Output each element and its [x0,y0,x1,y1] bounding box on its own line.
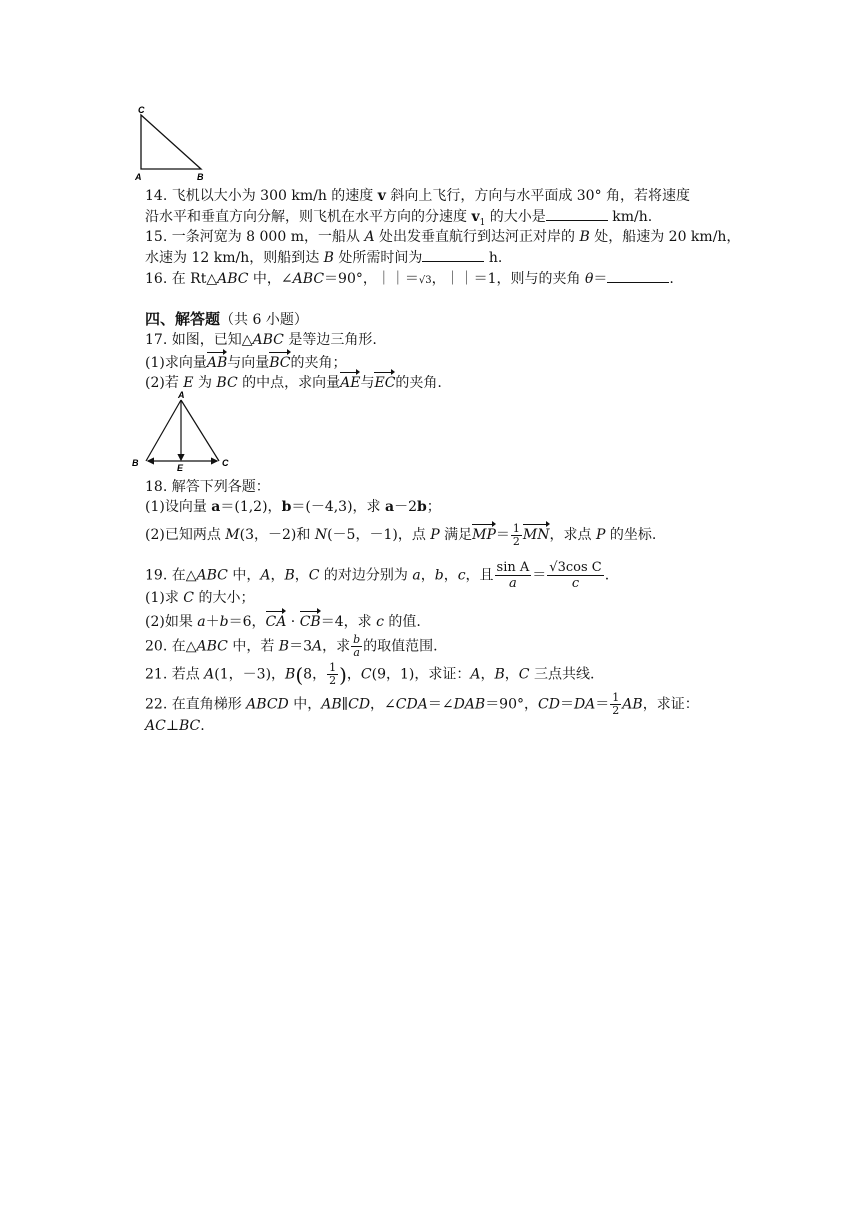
fraction-half: $\frac{1}{2}$ [612,691,620,717]
label-c: C [138,105,145,115]
q17-intro: 17. 如图，已知△ABC 是等边三角形. [145,332,377,348]
answer-blank [546,206,608,221]
q21-line: 21. 若点 A(1，－3)，B(8， $\frac{1}{2}$ )，C(9，1)，求证：A，B，C 三点共线. [145,661,595,687]
fraction-sinA-over-a: $\frac{\text{sin A}}{a}$ [496,560,530,591]
q14-line1: 14. 飞机以大小为 300 km/h 的速度 v 斜向上飞行，方向与水平面成 30° 角，若将速度 [145,188,691,204]
q19-part2: (2)如果 a＋b＝6，CA · CB＝4，求 c 的值. [145,608,421,632]
fraction-half: $\frac{1}{2}$ [329,661,337,687]
q18-intro: 18. 解答下列各题： [145,479,270,495]
label-e: E [177,463,184,472]
vector-mn: MN [523,521,550,545]
answer-blank [607,268,669,283]
q19-intro: 19. 在△ABC 中，A，B，C 的对边分别为 a，b，c，且 $\frac{\text{sin A}}{a}$ ＝ $\frac{\text{√3cos C}}{c}$ . [145,560,610,591]
q16-line: 16. 在 Rt△ABC 中，∠ABC＝90°，｜｜＝√3，｜｜＝1，则与的夹角 θ＝ . [145,268,674,291]
label-b: B [197,172,204,182]
label-c: C [222,458,229,468]
vector-mp: MP [472,521,496,545]
vector-ec: EC [374,369,395,393]
vector-ae: AE [340,369,360,393]
label-a: A [135,172,142,182]
q19-part1: (1)求 C 的大小； [145,590,255,606]
label-b: B [132,458,139,468]
vector-cb: CB [300,608,321,632]
vector-bc: BC [269,349,290,373]
q17-part1: (1)求向量AB与向量BC的夹角； [145,349,347,373]
equilateral-triangle-figure [130,390,240,472]
q15-line2: 水速为 12 km/h，则船到达 B 处所需时间为 h. [145,247,502,268]
q18-part2: (2)已知两点 M(3，－2)和 N(－5，－1)，点 P 满足MP＝ $\frac{1}{2}$ MN，求点 P 的坐标. [145,521,657,548]
q22-line2: AC⊥BC. [145,718,205,734]
q20-line: 20. 在△ABC 中，若 B＝3A，求 $\frac{b}{a}$ 的取值范围. [145,633,438,659]
right-triangle-figure [133,103,213,183]
label-a: A [178,390,185,400]
fraction-sqrt3cosC-over-c: $\frac{\text{√3cos C}}{c}$ [549,560,602,591]
q18-part1: (1)设向量 a＝(1,2)，b＝(－4,3)，求 a－2b； [145,499,441,515]
q17-part2: (2)若 E 为 BC 的中点，求向量AE与EC的夹角. [145,369,442,393]
vector-ab: AB [207,349,227,373]
fraction-b-over-a: $\frac{b}{a}$ [353,633,361,659]
section-title: 四、解答题（共 6 小题） [145,310,308,328]
q15-line1: 15. 一条河宽为 8 000 m，一船从 A 处出发垂直航行到达河正对岸的 B 处，船速为 20 km/h， [145,229,741,245]
q14-line2: 沿水平和垂直方向分解，则飞机在水平方向的分速度 $v_1$ 的大小是 km/h. [145,206,652,233]
q22-line1: 22. 在直角梯形 ABCD 中，AB∥CD，∠CDA＝∠DAB＝90°，CD＝DA＝ $\frac{1}{2}$ AB，求证： [145,691,699,717]
fraction-half: $\frac{1}{2}$ [512,521,520,548]
vector-ca: CA [266,608,287,632]
answer-blank [422,247,484,262]
